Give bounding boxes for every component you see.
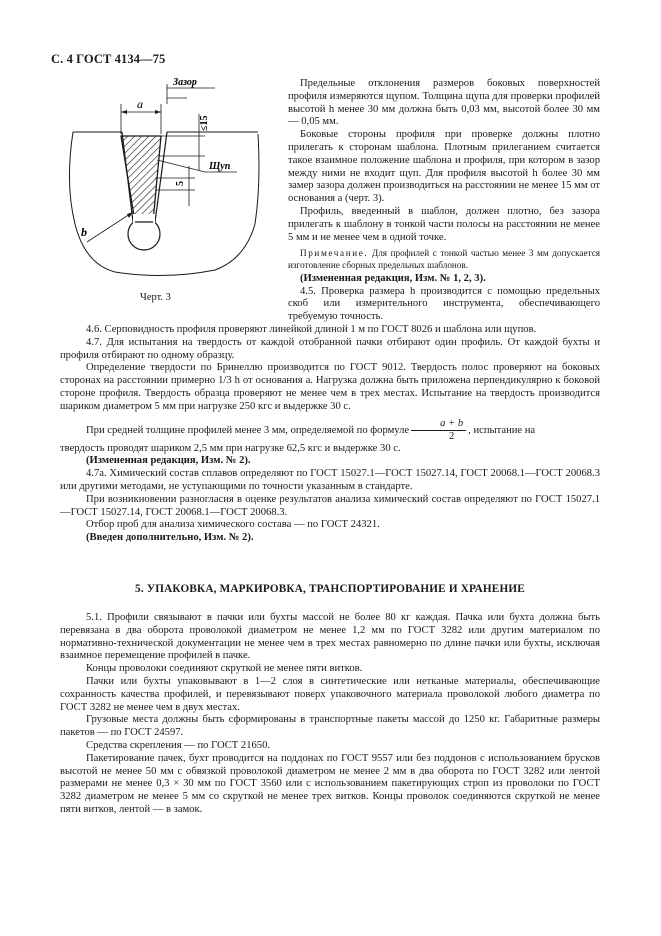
section-text xyxy=(60,612,600,817)
section-title: 5. УПАКОВКА, МАРКИРОВКА, ТРАНСПОРТИРОВАНИЕ И ХРАНЕНИЕ xyxy=(135,583,525,595)
profile-section xyxy=(121,136,161,222)
probe-label: Щуп xyxy=(209,161,231,172)
paragraph: Отбор проб для анализа химического состава — по ГОСТ 24321. xyxy=(86,519,380,531)
paragraph: Предельные отклонения размеров боковых поверхностей профиля измеряются щупом. Толщина щупа для проверки профилей высотой h менее 30 мм должна быть 0,03 мм, высотой более 30 мм — 0,05 мм. xyxy=(288,78,600,128)
figure-caption: Черт. 3 xyxy=(140,292,171,303)
paragraph: Боковые стороны профиля при проверке должны плотно прилегать к сторонам шаблона. Плотным прилеганием считается такое взаимное положение шаблона и профиля, при котором в зазор между ними не входит щуп. Для профиля высотой h более 30 мм замер зазора должен производиться на расстоянии не менее 15 мм от основания a (черт. 3). xyxy=(288,129,600,205)
note xyxy=(288,248,600,270)
paragraph: 4.6. Серповидность профиля проверяют линейкой длиной 1 м по ГОСТ 8026 и шаблона или щупов. xyxy=(86,324,537,335)
dim-b-label: b xyxy=(81,225,87,239)
gap-label: Зазор xyxy=(173,77,197,88)
dim-a-label: a xyxy=(137,97,143,111)
right-column-text xyxy=(288,78,600,324)
paragraph: 4.7. Для испытания на твердость от каждой отобранной пачки отбирают один профиль. От каждой бухты и профиля отбирают по одному образцу. xyxy=(60,336,600,361)
dim-15-label: ≤15 xyxy=(199,115,210,131)
figure-drawing xyxy=(55,74,290,284)
formula-fraction xyxy=(411,418,466,443)
paragraph: 4.5. Проверка размера h производится с помощью предельных скоб или измерительного инструмента, обеспечивающего требуемую точность. xyxy=(288,285,600,323)
formula-denominator: 2 xyxy=(448,430,455,442)
paragraph: Концы проволоки соединяют скруткой не менее пяти витков. xyxy=(86,663,363,675)
paragraph: При возникновении разногласия в оценке результатов анализа химический состав определяют по ГОСТ 15027.1—ГОСТ 15027.14, ГОСТ 20068.1—ГОСТ 20068.3. xyxy=(60,493,600,518)
paragraph: 4.7а. Химический состав сплавов определяют по ГОСТ 15027.1—ГОСТ 15027.14, ГОСТ 20068.1—ГОСТ 20068.3 или другими методами, не уступающими по точности указанным в стандарте. xyxy=(60,468,600,492)
note-text: Для профилей с тонкой частью менее 3 мм допускается изготовление сборных предельных шаблонов. xyxy=(288,248,601,270)
formula-text-after: , испытание на xyxy=(468,424,536,436)
formula-paragraph xyxy=(60,418,600,443)
formula-numerator: a + b xyxy=(411,418,466,431)
revision-note: (Измененная редакция, Изм. № 1, 2, 3). xyxy=(300,272,486,284)
paragraph: 5.1. Профили связывают в пачки или бухты массой не более 80 кг каждая. Пачка или бухта должна быть перевязана в два оборота проволокой диаметром не менее 1,2 мм по ГОСТ 3282 или другим материалом по нормативно-технической документации не менее чем в трех местах равномерно по длине пачки или бухты, исключая взаимное перемещение профилей в пачке. xyxy=(60,612,600,662)
paragraph: Пачки или бухты упаковывают в 1—2 слоя в синтетические или нетканые материалы, обеспечивающие сохранность качества профилей, и перевязывают поверх упаковочного материала проволокой любого диаметра по ГОСТ 3282 не менее чем в двух местах. xyxy=(60,675,600,713)
paragraph: Определение твердости по Бринеллю производится по ГОСТ 9012. Твердость полос проверяют на боковых сторонах на расстоянии примерно 1/3 h от основания a. Нагрузка должна быть приложена перпендикулярно к боковой стороне профиля. Твердость образца проверяют не менее чем в трех местах. Испытание на твердость производится шариком диаметром 5 мм при нагрузке 250 кгс и выдержке 30 с. xyxy=(60,362,600,412)
paragraph-continuation: твердость проводят шариком 2,5 мм при нагрузке 62,5 кгс и выдержке 30 с. xyxy=(60,442,401,454)
paragraph: Пакетирование пачек, бухт проводится на поддонах по ГОСТ 9557 или без поддонов с использованием брусков высотой не менее 50 мм с обвязкой проволокой диаметром не менее 2 мм в два оборота по ГОСТ 3282 или лентой размерами не менее 0,3 × 30 мм по ГОСТ 3560 или с использованием пакетирующих строп из проволоки по ГОСТ 3282 диаметром не менее 5 мм со скруткой не менее трех витков. Концы проволок соединяются скруткой не менее пяти витков, лентой — в замок. xyxy=(60,752,600,815)
revision-note: (Измененная редакция, Изм. № 2). xyxy=(86,455,251,467)
addition-note: (Введен дополнительно, Изм. № 2). xyxy=(86,532,254,544)
page-header: С. 4 ГОСТ 4134—75 xyxy=(51,52,166,66)
formula-text-before: При средней толщине профилей менее 3 мм, определяемой по формуле xyxy=(86,424,410,436)
paragraph: Грузовые места должны быть сформированы в транспортные пакеты массой до 1250 кг. Габаритные размеры пакетов — по ГОСТ 24597. xyxy=(60,714,600,739)
main-text xyxy=(60,324,600,545)
note-label: Примечание. xyxy=(300,248,369,259)
dim-5-label: 5 xyxy=(175,181,186,186)
paragraph: Профиль, введенный в шаблон, должен плотно, без зазора прилегать к шаблону в тонкой части полосы на расстоянии не менее 5 мм и не менее чем в одной точке. xyxy=(288,205,600,243)
paragraph: Средства скрепления — по ГОСТ 21650. xyxy=(86,739,271,751)
